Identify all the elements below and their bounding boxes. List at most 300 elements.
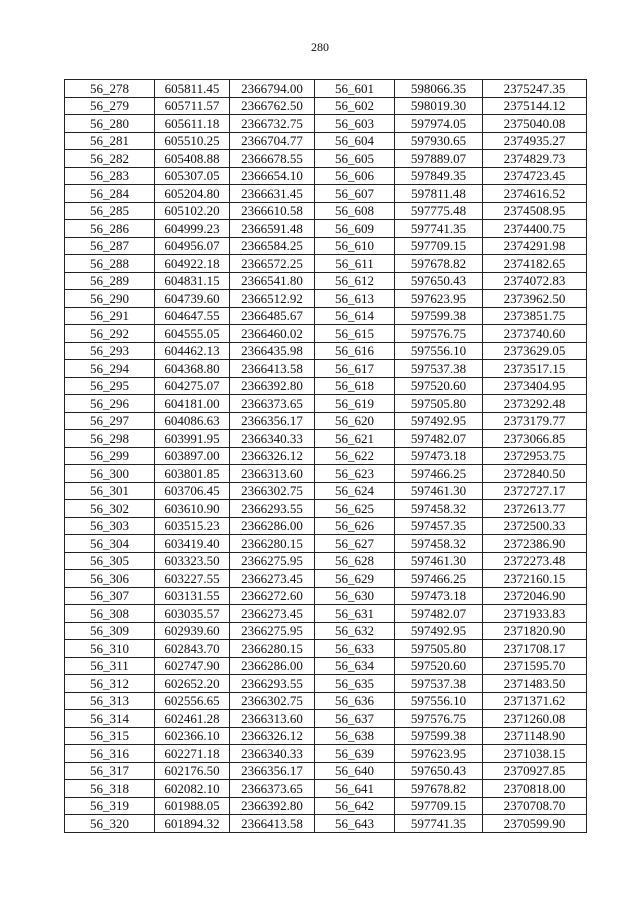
point-id-right-cell: 56_641 (315, 780, 395, 798)
table-row (65, 745, 587, 763)
point-id-left-cell: 56_306 (65, 570, 155, 588)
point-id-left-cell: 56_292 (65, 325, 155, 343)
point-id-left-cell: 56_297 (65, 412, 155, 430)
x-coord-left-cell: 604462.13 (155, 342, 230, 360)
table-row (65, 237, 587, 255)
y-coord-left-cell: 2366572.25 (230, 255, 315, 273)
table-row (65, 202, 587, 220)
point-id-right-cell: 56_633 (315, 640, 395, 658)
table-row (65, 727, 587, 745)
table-row (65, 482, 587, 500)
y-coord-left-cell: 2366313.60 (230, 465, 315, 483)
y-coord-right-cell: 2371371.62 (483, 692, 587, 710)
y-coord-left-cell: 2366610.58 (230, 202, 315, 220)
point-id-left-cell: 56_310 (65, 640, 155, 658)
point-id-right-cell: 56_629 (315, 570, 395, 588)
point-id-left-cell: 56_284 (65, 185, 155, 203)
x-coord-left-cell: 602556.65 (155, 692, 230, 710)
point-id-left-cell: 56_281 (65, 132, 155, 150)
x-coord-right-cell: 597599.38 (395, 727, 483, 745)
x-coord-left-cell: 604831.15 (155, 272, 230, 290)
y-coord-right-cell: 2372840.50 (483, 465, 587, 483)
y-coord-left-cell: 2366326.12 (230, 447, 315, 465)
table-row (65, 535, 587, 553)
y-coord-left-cell: 2366704.77 (230, 132, 315, 150)
x-coord-left-cell: 602652.20 (155, 675, 230, 693)
table-row (65, 570, 587, 588)
table-row (65, 640, 587, 658)
y-coord-left-cell: 2366273.45 (230, 605, 315, 623)
y-coord-right-cell: 2372953.75 (483, 447, 587, 465)
table-row (65, 342, 587, 360)
y-coord-right-cell: 2373517.15 (483, 360, 587, 378)
x-coord-left-cell: 605204.80 (155, 185, 230, 203)
y-coord-right-cell: 2373740.60 (483, 325, 587, 343)
table-row (65, 587, 587, 605)
x-coord-left-cell: 604181.00 (155, 395, 230, 413)
y-coord-right-cell: 2374508.95 (483, 202, 587, 220)
x-coord-right-cell: 597650.43 (395, 272, 483, 290)
y-coord-left-cell: 2366541.80 (230, 272, 315, 290)
y-coord-left-cell: 2366435.98 (230, 342, 315, 360)
point-id-left-cell: 56_296 (65, 395, 155, 413)
y-coord-right-cell: 2372500.33 (483, 517, 587, 535)
table-row (65, 360, 587, 378)
point-id-left-cell: 56_286 (65, 220, 155, 238)
y-coord-left-cell: 2366293.55 (230, 500, 315, 518)
y-coord-left-cell: 2366512.92 (230, 290, 315, 308)
point-id-right-cell: 56_612 (315, 272, 395, 290)
x-coord-right-cell: 597520.60 (395, 657, 483, 675)
x-coord-left-cell: 604086.63 (155, 412, 230, 430)
y-coord-right-cell: 2370708.70 (483, 797, 587, 815)
x-coord-left-cell: 605102.20 (155, 202, 230, 220)
x-coord-left-cell: 604922.18 (155, 255, 230, 273)
x-coord-left-cell: 604956.07 (155, 237, 230, 255)
point-id-left-cell: 56_294 (65, 360, 155, 378)
y-coord-left-cell: 2366460.02 (230, 325, 315, 343)
x-coord-right-cell: 597650.43 (395, 762, 483, 780)
y-coord-right-cell: 2372160.15 (483, 570, 587, 588)
point-id-left-cell: 56_282 (65, 150, 155, 168)
point-id-right-cell: 56_642 (315, 797, 395, 815)
x-coord-left-cell: 603323.50 (155, 552, 230, 570)
y-coord-left-cell: 2366591.48 (230, 220, 315, 238)
x-coord-left-cell: 602082.10 (155, 780, 230, 798)
point-id-left-cell: 56_309 (65, 622, 155, 640)
x-coord-right-cell: 597889.07 (395, 150, 483, 168)
y-coord-right-cell: 2373962.50 (483, 290, 587, 308)
point-id-left-cell: 56_298 (65, 430, 155, 448)
y-coord-right-cell: 2374291.98 (483, 237, 587, 255)
table-row (65, 150, 587, 168)
y-coord-right-cell: 2374723.45 (483, 167, 587, 185)
x-coord-left-cell: 602461.28 (155, 710, 230, 728)
y-coord-right-cell: 2373851.75 (483, 307, 587, 325)
point-id-left-cell: 56_307 (65, 587, 155, 605)
point-id-right-cell: 56_634 (315, 657, 395, 675)
x-coord-left-cell: 602747.90 (155, 657, 230, 675)
x-coord-right-cell: 597741.35 (395, 815, 483, 833)
point-id-left-cell: 56_283 (65, 167, 155, 185)
table-row (65, 762, 587, 780)
x-coord-left-cell: 603706.45 (155, 482, 230, 500)
x-coord-right-cell: 597482.07 (395, 430, 483, 448)
point-id-right-cell: 56_625 (315, 500, 395, 518)
x-coord-left-cell: 601894.32 (155, 815, 230, 833)
point-id-right-cell: 56_603 (315, 115, 395, 133)
x-coord-left-cell: 604555.05 (155, 325, 230, 343)
y-coord-left-cell: 2366275.95 (230, 552, 315, 570)
y-coord-left-cell: 2366392.80 (230, 377, 315, 395)
x-coord-right-cell: 597556.10 (395, 692, 483, 710)
table-row (65, 395, 587, 413)
table-row (65, 272, 587, 290)
y-coord-left-cell: 2366356.17 (230, 412, 315, 430)
point-id-left-cell: 56_303 (65, 517, 155, 535)
y-coord-left-cell: 2366340.33 (230, 430, 315, 448)
x-coord-right-cell: 597811.48 (395, 185, 483, 203)
point-id-left-cell: 56_302 (65, 500, 155, 518)
table-row (65, 780, 587, 798)
x-coord-right-cell: 597623.95 (395, 745, 483, 763)
table-row (65, 307, 587, 325)
y-coord-left-cell: 2366631.45 (230, 185, 315, 203)
page-number: 280 (311, 40, 329, 54)
y-coord-right-cell: 2371708.17 (483, 640, 587, 658)
x-coord-left-cell: 602843.70 (155, 640, 230, 658)
table-row (65, 675, 587, 693)
x-coord-right-cell: 597466.25 (395, 465, 483, 483)
x-coord-left-cell: 601988.05 (155, 797, 230, 815)
y-coord-left-cell: 2366340.33 (230, 745, 315, 763)
point-id-right-cell: 56_602 (315, 97, 395, 115)
point-id-right-cell: 56_610 (315, 237, 395, 255)
table-row (65, 115, 587, 133)
point-id-left-cell: 56_316 (65, 745, 155, 763)
y-coord-right-cell: 2374182.65 (483, 255, 587, 273)
x-coord-right-cell: 598019.30 (395, 97, 483, 115)
point-id-left-cell: 56_295 (65, 377, 155, 395)
y-coord-right-cell: 2373292.48 (483, 395, 587, 413)
x-coord-left-cell: 603801.85 (155, 465, 230, 483)
table-row (65, 692, 587, 710)
x-coord-right-cell: 597458.32 (395, 500, 483, 518)
x-coord-right-cell: 597678.82 (395, 255, 483, 273)
point-id-right-cell: 56_620 (315, 412, 395, 430)
point-id-left-cell: 56_287 (65, 237, 155, 255)
y-coord-left-cell: 2366293.55 (230, 675, 315, 693)
y-coord-right-cell: 2371483.50 (483, 675, 587, 693)
table-row (65, 377, 587, 395)
x-coord-left-cell: 604739.60 (155, 290, 230, 308)
table-row (65, 325, 587, 343)
y-coord-left-cell: 2366280.15 (230, 535, 315, 553)
table-row (65, 797, 587, 815)
table-row (65, 552, 587, 570)
point-id-left-cell: 56_319 (65, 797, 155, 815)
y-coord-right-cell: 2374400.75 (483, 220, 587, 238)
x-coord-right-cell: 597741.35 (395, 220, 483, 238)
point-id-right-cell: 56_643 (315, 815, 395, 833)
point-id-right-cell: 56_609 (315, 220, 395, 238)
y-coord-left-cell: 2366272.60 (230, 587, 315, 605)
point-id-left-cell: 56_278 (65, 80, 155, 98)
table-row (65, 500, 587, 518)
y-coord-right-cell: 2375040.08 (483, 115, 587, 133)
x-coord-right-cell: 598066.35 (395, 80, 483, 98)
x-coord-left-cell: 604368.80 (155, 360, 230, 378)
point-id-left-cell: 56_289 (65, 272, 155, 290)
point-id-left-cell: 56_280 (65, 115, 155, 133)
y-coord-left-cell: 2366326.12 (230, 727, 315, 745)
x-coord-left-cell: 604999.23 (155, 220, 230, 238)
x-coord-right-cell: 597576.75 (395, 325, 483, 343)
y-coord-left-cell: 2366485.67 (230, 307, 315, 325)
point-id-right-cell: 56_614 (315, 307, 395, 325)
y-coord-left-cell: 2366373.65 (230, 395, 315, 413)
y-coord-left-cell: 2366654.10 (230, 167, 315, 185)
point-id-left-cell: 56_314 (65, 710, 155, 728)
y-coord-right-cell: 2370927.85 (483, 762, 587, 780)
y-coord-right-cell: 2373066.85 (483, 430, 587, 448)
point-id-right-cell: 56_622 (315, 447, 395, 465)
point-id-left-cell: 56_300 (65, 465, 155, 483)
coordinates-table (64, 79, 587, 833)
point-id-right-cell: 56_613 (315, 290, 395, 308)
table-row (65, 132, 587, 150)
y-coord-left-cell: 2366732.75 (230, 115, 315, 133)
x-coord-right-cell: 597457.35 (395, 517, 483, 535)
x-coord-right-cell: 597709.15 (395, 237, 483, 255)
y-coord-left-cell: 2366413.58 (230, 360, 315, 378)
y-coord-right-cell: 2370818.00 (483, 780, 587, 798)
point-id-right-cell: 56_618 (315, 377, 395, 395)
x-coord-right-cell: 597974.05 (395, 115, 483, 133)
x-coord-left-cell: 604647.55 (155, 307, 230, 325)
table-row (65, 412, 587, 430)
point-id-left-cell: 56_291 (65, 307, 155, 325)
y-coord-right-cell: 2374616.52 (483, 185, 587, 203)
point-id-right-cell: 56_607 (315, 185, 395, 203)
point-id-left-cell: 56_305 (65, 552, 155, 570)
point-id-left-cell: 56_301 (65, 482, 155, 500)
x-coord-right-cell: 597492.95 (395, 412, 483, 430)
y-coord-left-cell: 2366762.50 (230, 97, 315, 115)
table-row (65, 97, 587, 115)
point-id-right-cell: 56_636 (315, 692, 395, 710)
x-coord-left-cell: 603515.23 (155, 517, 230, 535)
table-row (65, 185, 587, 203)
x-coord-right-cell: 597537.38 (395, 360, 483, 378)
point-id-right-cell: 56_621 (315, 430, 395, 448)
y-coord-left-cell: 2366392.80 (230, 797, 315, 815)
point-id-right-cell: 56_606 (315, 167, 395, 185)
x-coord-left-cell: 603035.57 (155, 605, 230, 623)
x-coord-right-cell: 597492.95 (395, 622, 483, 640)
y-coord-left-cell: 2366280.15 (230, 640, 315, 658)
table-row (65, 815, 587, 833)
y-coord-right-cell: 2374829.73 (483, 150, 587, 168)
y-coord-left-cell: 2366286.00 (230, 657, 315, 675)
table-row (65, 290, 587, 308)
point-id-left-cell: 56_279 (65, 97, 155, 115)
point-id-right-cell: 56_632 (315, 622, 395, 640)
y-coord-right-cell: 2371260.08 (483, 710, 587, 728)
y-coord-right-cell: 2371148.90 (483, 727, 587, 745)
y-coord-right-cell: 2374072.83 (483, 272, 587, 290)
y-coord-left-cell: 2366678.55 (230, 150, 315, 168)
x-coord-left-cell: 605811.45 (155, 80, 230, 98)
point-id-left-cell: 56_304 (65, 535, 155, 553)
y-coord-right-cell: 2372273.48 (483, 552, 587, 570)
x-coord-left-cell: 603227.55 (155, 570, 230, 588)
point-id-left-cell: 56_288 (65, 255, 155, 273)
table-row (65, 220, 587, 238)
y-coord-right-cell: 2373629.05 (483, 342, 587, 360)
y-coord-left-cell: 2366275.95 (230, 622, 315, 640)
y-coord-left-cell: 2366273.45 (230, 570, 315, 588)
x-coord-right-cell: 597599.38 (395, 307, 483, 325)
y-coord-right-cell: 2371595.70 (483, 657, 587, 675)
y-coord-left-cell: 2366413.58 (230, 815, 315, 833)
table-row (65, 657, 587, 675)
x-coord-left-cell: 603419.40 (155, 535, 230, 553)
x-coord-right-cell: 597576.75 (395, 710, 483, 728)
point-id-right-cell: 56_631 (315, 605, 395, 623)
y-coord-right-cell: 2372613.77 (483, 500, 587, 518)
y-coord-left-cell: 2366302.75 (230, 692, 315, 710)
point-id-right-cell: 56_611 (315, 255, 395, 273)
x-coord-right-cell: 597461.30 (395, 482, 483, 500)
table-row (65, 465, 587, 483)
table-row (65, 80, 587, 98)
point-id-left-cell: 56_285 (65, 202, 155, 220)
point-id-right-cell: 56_630 (315, 587, 395, 605)
table-row (65, 517, 587, 535)
y-coord-left-cell: 2366373.65 (230, 780, 315, 798)
y-coord-right-cell: 2372046.90 (483, 587, 587, 605)
y-coord-right-cell: 2373404.95 (483, 377, 587, 395)
point-id-right-cell: 56_619 (315, 395, 395, 413)
point-id-left-cell: 56_290 (65, 290, 155, 308)
point-id-right-cell: 56_617 (315, 360, 395, 378)
x-coord-left-cell: 605510.25 (155, 132, 230, 150)
point-id-right-cell: 56_624 (315, 482, 395, 500)
x-coord-right-cell: 597709.15 (395, 797, 483, 815)
table-row (65, 430, 587, 448)
x-coord-right-cell: 597556.10 (395, 342, 483, 360)
table-row (65, 255, 587, 273)
x-coord-right-cell: 597458.32 (395, 535, 483, 553)
point-id-right-cell: 56_628 (315, 552, 395, 570)
x-coord-right-cell: 597849.35 (395, 167, 483, 185)
table-row (65, 447, 587, 465)
y-coord-left-cell: 2366313.60 (230, 710, 315, 728)
point-id-right-cell: 56_635 (315, 675, 395, 693)
x-coord-left-cell: 605611.18 (155, 115, 230, 133)
point-id-left-cell: 56_317 (65, 762, 155, 780)
x-coord-left-cell: 602176.50 (155, 762, 230, 780)
y-coord-right-cell: 2372727.17 (483, 482, 587, 500)
x-coord-left-cell: 605711.57 (155, 97, 230, 115)
x-coord-right-cell: 597482.07 (395, 605, 483, 623)
x-coord-left-cell: 603991.95 (155, 430, 230, 448)
point-id-right-cell: 56_626 (315, 517, 395, 535)
point-id-left-cell: 56_308 (65, 605, 155, 623)
y-coord-right-cell: 2373179.77 (483, 412, 587, 430)
point-id-right-cell: 56_615 (315, 325, 395, 343)
x-coord-right-cell: 597505.80 (395, 640, 483, 658)
x-coord-right-cell: 597473.18 (395, 587, 483, 605)
point-id-left-cell: 56_315 (65, 727, 155, 745)
x-coord-right-cell: 597473.18 (395, 447, 483, 465)
y-coord-right-cell: 2370599.90 (483, 815, 587, 833)
table-row (65, 710, 587, 728)
y-coord-right-cell: 2371038.15 (483, 745, 587, 763)
point-id-left-cell: 56_318 (65, 780, 155, 798)
point-id-right-cell: 56_605 (315, 150, 395, 168)
y-coord-left-cell: 2366286.00 (230, 517, 315, 535)
x-coord-left-cell: 604275.07 (155, 377, 230, 395)
y-coord-left-cell: 2366302.75 (230, 482, 315, 500)
point-id-left-cell: 56_299 (65, 447, 155, 465)
x-coord-right-cell: 597461.30 (395, 552, 483, 570)
x-coord-left-cell: 605408.88 (155, 150, 230, 168)
y-coord-right-cell: 2372386.90 (483, 535, 587, 553)
point-id-left-cell: 56_320 (65, 815, 155, 833)
point-id-right-cell: 56_616 (315, 342, 395, 360)
table-row (65, 622, 587, 640)
point-id-right-cell: 56_601 (315, 80, 395, 98)
point-id-left-cell: 56_313 (65, 692, 155, 710)
y-coord-left-cell: 2366584.25 (230, 237, 315, 255)
point-id-right-cell: 56_623 (315, 465, 395, 483)
point-id-right-cell: 56_627 (315, 535, 395, 553)
x-coord-right-cell: 597623.95 (395, 290, 483, 308)
x-coord-left-cell: 603897.00 (155, 447, 230, 465)
point-id-right-cell: 56_604 (315, 132, 395, 150)
x-coord-right-cell: 597930.65 (395, 132, 483, 150)
x-coord-left-cell: 602271.18 (155, 745, 230, 763)
point-id-left-cell: 56_312 (65, 675, 155, 693)
table-row (65, 605, 587, 623)
x-coord-left-cell: 603610.90 (155, 500, 230, 518)
y-coord-right-cell: 2371933.83 (483, 605, 587, 623)
point-id-right-cell: 56_608 (315, 202, 395, 220)
y-coord-right-cell: 2374935.27 (483, 132, 587, 150)
point-id-right-cell: 56_639 (315, 745, 395, 763)
x-coord-left-cell: 602939.60 (155, 622, 230, 640)
x-coord-right-cell: 597678.82 (395, 780, 483, 798)
x-coord-left-cell: 605307.05 (155, 167, 230, 185)
point-id-left-cell: 56_293 (65, 342, 155, 360)
x-coord-right-cell: 597505.80 (395, 395, 483, 413)
x-coord-right-cell: 597466.25 (395, 570, 483, 588)
y-coord-left-cell: 2366794.00 (230, 80, 315, 98)
y-coord-right-cell: 2375144.12 (483, 97, 587, 115)
table-row (65, 167, 587, 185)
x-coord-right-cell: 597775.48 (395, 202, 483, 220)
y-coord-right-cell: 2371820.90 (483, 622, 587, 640)
point-id-left-cell: 56_311 (65, 657, 155, 675)
x-coord-right-cell: 597537.38 (395, 675, 483, 693)
point-id-right-cell: 56_640 (315, 762, 395, 780)
x-coord-right-cell: 597520.60 (395, 377, 483, 395)
y-coord-right-cell: 2375247.35 (483, 80, 587, 98)
x-coord-left-cell: 602366.10 (155, 727, 230, 745)
point-id-right-cell: 56_637 (315, 710, 395, 728)
